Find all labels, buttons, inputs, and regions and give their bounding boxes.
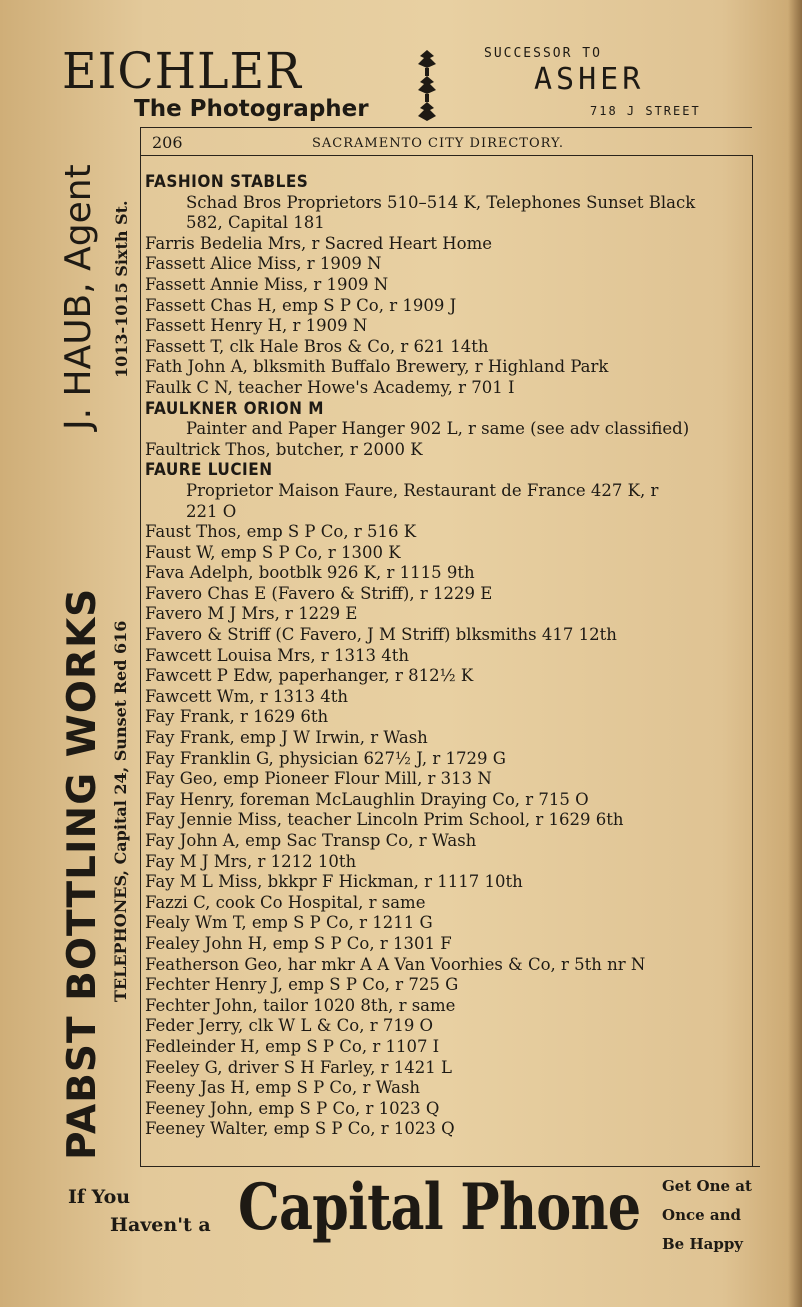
side-address: 1013-1015 Sixth St. [112,200,131,378]
frame-bottom-rule [140,1166,760,1167]
listing-entry: Fay Franklin G, physician 627½ J, r 1729 G [145,748,506,768]
listing-entry: Faust Thos, emp S P Co, r 516 K [145,522,417,542]
listing-heading: FAULKNER ORION M [145,398,324,419]
asher-address: 718 J STREET [590,104,701,118]
listing-heading: FASHION STABLES [145,172,309,192]
directory-listing [145,172,755,1140]
listing-heading: FAURE LUCIEN [145,460,273,481]
listing-entry: Feeney John, emp S P Co, r 1023 Q [145,1098,440,1118]
capital-phone-title: Capital Phone [238,1170,641,1245]
listing-entry: Feeney Walter, emp S P Co, r 1023 Q [145,1119,455,1139]
asher-title: ASHER [534,62,645,97]
listing-entry: Fawcett P Edw, paperhanger, r 812½ K [145,666,474,686]
listing-entry: Fassett Henry H, r 1909 N [145,316,368,336]
listing-entry: Fay Frank, emp J W Irwin, r Wash [145,728,428,748]
frame-top-rule [140,127,752,128]
listing-entry: Fealy Wm T, emp S P Co, r 1211 G [145,913,433,933]
listing-entry: Faulk C N, teacher Howe's Academy, r 701 I [145,377,515,397]
footer-get-one [662,1172,752,1259]
listing-entry: Fassett Chas H, emp S P Co, r 1909 J [145,295,457,315]
listing-entry: Fassett T, clk Hale Bros & Co, r 621 14th [145,336,489,356]
listing-entry: Feeny Jas H, emp S P Co, r Wash [145,1078,421,1098]
eichler-title: EICHLER [62,42,302,100]
listing-entry: Fechter John, tailor 1020 8th, r same [145,995,456,1015]
listing-entry: Farris Bedelia Mrs, r Sacred Heart Home [145,233,492,253]
pabst-bottling-works-ad: PABST BOTTLING WORKS [60,587,105,1160]
listing-entry: Schad Bros Proprietors 510–514 K, Telephones Sunset Black [186,192,696,212]
listing-entry: Fechter Henry J, emp S P Co, r 725 G [145,975,459,995]
ornament-icon [412,48,442,124]
listing-entry: Faultrick Thos, butcher, r 2000 K [145,439,423,459]
listing-entry: Feder Jerry, clk W L & Co, r 719 O [145,1016,434,1036]
listing-entry: Featherson Geo, har mkr A A Van Voorhies & Co, r 5th nr N [145,954,646,974]
listing-entry: Fay M J Mrs, r 1212 10th [145,851,357,871]
listing-entry: Fay Henry, foreman McLaughlin Draying Co, r 715 O [145,789,589,809]
listing-entry: Fazzi C, cook Co Hospital, r same [145,892,426,912]
listing-entry: Fay John A, emp Sac Transp Co, r Wash [145,831,477,850]
page-edge-shadow [788,0,802,1307]
listing-entry: Favero Chas E (Favero & Striff), r 1229 E [145,583,493,603]
listing-entry: Fassett Annie Miss, r 1909 N [145,274,389,294]
listing-entry: Painter and Paper Hanger 902 L, r same (see adv classified) [186,419,690,439]
listing-entry: Fealey John H, emp S P Co, r 1301 F [145,933,452,953]
listing-entry: 221 O [186,501,237,521]
frame-left-rule [140,127,141,1167]
running-title: SACRAMENTO CITY DIRECTORY. [312,136,565,151]
listing-entry: 582, Capital 181 [186,213,325,233]
listing-entry: Fath John A, blksmith Buffalo Brewery, r Highland Park [145,357,609,377]
listing-entry: Faust W, emp S P Co, r 1300 K [145,542,401,562]
listing-entry: Proprietor Maison Faure, Restaurant de France 427 K, r [186,480,659,500]
listing-entry: Favero M J Mrs, r 1229 E [145,604,358,624]
listing-entry: Fay Frank, r 1629 6th [145,707,329,727]
footer-get-line2: Once and [662,1206,741,1224]
listing-entry: Fedleinder H, emp S P Co, r 1107 I [145,1036,440,1056]
listing-entry: Feeley G, driver S H Farley, r 1421 L [145,1057,452,1077]
footer-get-line3: Be Happy [662,1235,744,1253]
running-head-rule [140,155,752,156]
listing-entry: Fay Geo, emp Pioneer Flour Mill, r 313 N [145,769,492,789]
photographer-subtitle: The Photographer [134,96,369,122]
footer-get-line1: Get One at [662,1177,752,1195]
listing-entry: Fay M L Miss, bkkpr F Hickman, r 1117 10th [145,872,523,892]
listing-entry: Fassett Alice Miss, r 1909 N [145,254,382,274]
successor-to-label: SUCCESSOR TO [484,46,602,61]
footer-if-you: If You [68,1186,131,1208]
listing-entry: Fawcett Louisa Mrs, r 1313 4th [145,645,410,665]
listing-entry: Fay Jennie Miss, teacher Lincoln Prim School, r 1629 6th [145,810,624,830]
header-left-ad [62,44,314,98]
footer-havent-a: Haven't a [110,1214,211,1236]
listing-entry: Fawcett Wm, r 1313 4th [145,686,349,706]
agent-name: J. HAUB, Agent [58,164,99,430]
listing-entry: Favero & Striff (C Favero, J M Striff) blksmiths 417 12th [145,625,617,645]
listing-entry: Fava Adelph, bootblk 926 K, r 1115 9th [145,563,475,583]
side-telephones: TELEPHONES, Capital 24, Sunset Red 616 [111,620,130,1002]
page-number: 206 [152,133,183,152]
